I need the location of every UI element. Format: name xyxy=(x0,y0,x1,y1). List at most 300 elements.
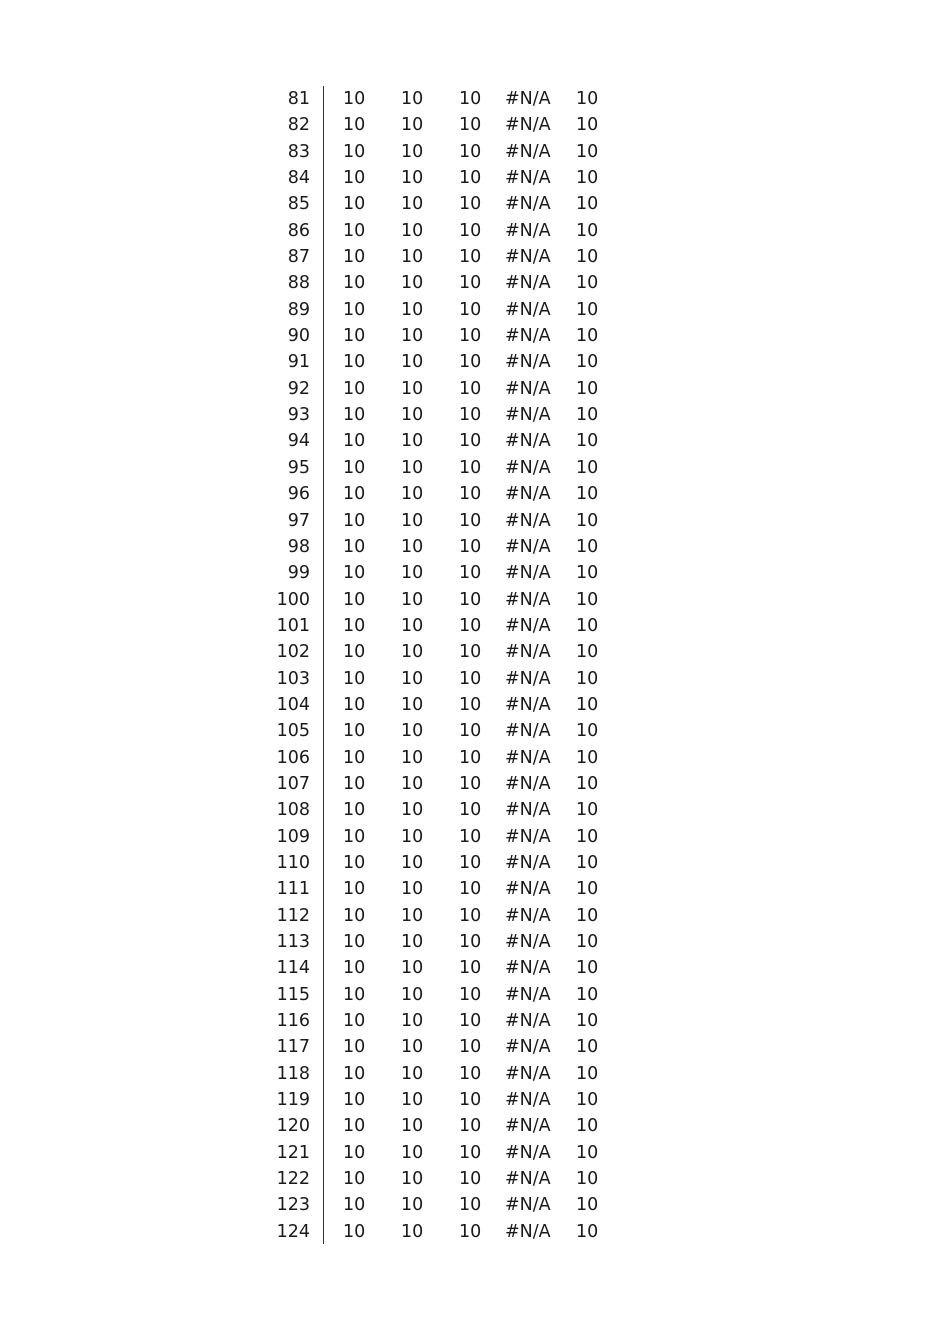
cell-value: 10 xyxy=(576,1142,599,1163)
table-row xyxy=(268,191,628,217)
table-row xyxy=(268,1061,628,1087)
cell-value: 10 xyxy=(343,1116,366,1137)
cell-value: #N/A xyxy=(505,536,551,557)
cell-value: 10 xyxy=(401,247,424,268)
row-index: 99 xyxy=(287,563,310,584)
table-row xyxy=(268,797,628,823)
cell-value: 10 xyxy=(401,326,424,347)
table-row xyxy=(268,955,628,981)
cell-value: 10 xyxy=(401,984,424,1005)
table-row xyxy=(268,718,628,744)
cell-value: 10 xyxy=(401,589,424,610)
cell-value: #N/A xyxy=(505,721,551,742)
cell-value: 10 xyxy=(459,984,482,1005)
table-row xyxy=(268,666,628,692)
cell-value: 10 xyxy=(459,536,482,557)
cell-value: 10 xyxy=(401,932,424,952)
cell-value: 10 xyxy=(576,378,599,399)
row-index: 96 xyxy=(287,484,310,505)
cell-value: 10 xyxy=(343,1169,366,1190)
cell-value: 10 xyxy=(401,721,424,742)
table-row xyxy=(268,534,628,560)
row-index: 112 xyxy=(276,905,310,926)
cell-value: 10 xyxy=(401,1142,424,1163)
cell-value: #N/A xyxy=(505,563,551,584)
cell-value: #N/A xyxy=(505,1221,551,1242)
table-row xyxy=(268,349,628,375)
cell-value: 10 xyxy=(576,405,599,426)
table-row xyxy=(268,1087,628,1113)
cell-value: 10 xyxy=(401,563,424,584)
cell-value: #N/A xyxy=(505,510,551,531)
cell-value: 10 xyxy=(401,1169,424,1190)
cell-value: 10 xyxy=(459,457,482,478)
cell-value: 10 xyxy=(576,852,599,873)
cell-value: 10 xyxy=(576,1090,599,1111)
cell-value: 10 xyxy=(576,773,599,794)
cell-value: 10 xyxy=(576,1037,599,1058)
table-row xyxy=(268,613,628,639)
cell-value: #N/A xyxy=(505,168,551,189)
cell-value: 10 xyxy=(401,668,424,689)
table-row xyxy=(268,1192,628,1218)
cell-value: #N/A xyxy=(505,826,551,847)
cell-value: 10 xyxy=(459,247,482,268)
cell-value: 10 xyxy=(401,484,424,505)
table-row xyxy=(268,929,628,955)
cell-value: 10 xyxy=(576,879,599,900)
row-index: 106 xyxy=(276,747,310,768)
row-index: 117 xyxy=(276,1037,310,1058)
table-row xyxy=(268,139,628,165)
table-row xyxy=(268,165,628,191)
table-row xyxy=(268,824,628,850)
cell-value: 10 xyxy=(576,247,599,268)
cell-value: 10 xyxy=(343,484,366,505)
cell-value: 10 xyxy=(459,932,482,952)
cell-value: 10 xyxy=(459,642,482,663)
cell-value: 10 xyxy=(576,694,599,715)
cell-value: 10 xyxy=(576,1116,599,1137)
row-index: 100 xyxy=(276,589,310,610)
row-index: 84 xyxy=(287,168,310,189)
cell-value: 10 xyxy=(459,589,482,610)
cell-value: 10 xyxy=(576,168,599,189)
cell-value: 10 xyxy=(576,958,599,979)
cell-value: 10 xyxy=(343,747,366,768)
cell-value: 10 xyxy=(343,89,366,109)
cell-value: 10 xyxy=(459,615,482,636)
cell-value: 10 xyxy=(459,747,482,768)
table-row xyxy=(268,850,628,876)
cell-value: 10 xyxy=(459,958,482,979)
cell-value: 10 xyxy=(576,457,599,478)
cell-value: #N/A xyxy=(505,984,551,1005)
row-index: 123 xyxy=(276,1195,310,1216)
cell-value: 10 xyxy=(343,563,366,584)
cell-value: #N/A xyxy=(505,431,551,452)
cell-value: #N/A xyxy=(505,694,551,715)
table-row xyxy=(268,86,628,112)
cell-value: #N/A xyxy=(505,879,551,900)
cell-value: 10 xyxy=(401,905,424,926)
cell-value: 10 xyxy=(401,194,424,215)
cell-value: 10 xyxy=(343,984,366,1005)
cell-value: 10 xyxy=(343,247,366,268)
row-index: 107 xyxy=(276,773,310,794)
cell-value: 10 xyxy=(401,1221,424,1242)
row-index: 83 xyxy=(287,141,310,162)
row-index: 85 xyxy=(287,194,310,215)
cell-value: 10 xyxy=(343,694,366,715)
table-row xyxy=(268,587,628,613)
cell-value: 10 xyxy=(343,589,366,610)
cell-value: 10 xyxy=(343,932,366,952)
row-index: 87 xyxy=(287,247,310,268)
cell-value: 10 xyxy=(401,773,424,794)
cell-value: 10 xyxy=(401,1063,424,1084)
cell-value: 10 xyxy=(576,89,599,109)
cell-value: #N/A xyxy=(505,326,551,347)
table-body xyxy=(268,86,628,1245)
row-index: 118 xyxy=(276,1063,310,1084)
cell-value: 10 xyxy=(576,484,599,505)
row-index: 101 xyxy=(276,615,310,636)
cell-value: #N/A xyxy=(505,247,551,268)
cell-value: 10 xyxy=(576,563,599,584)
cell-value: 10 xyxy=(576,220,599,241)
cell-value: 10 xyxy=(401,510,424,531)
cell-value: #N/A xyxy=(505,800,551,821)
cell-value: 10 xyxy=(459,773,482,794)
cell-value: #N/A xyxy=(505,1195,551,1216)
cell-value: 10 xyxy=(576,299,599,320)
cell-value: 10 xyxy=(343,905,366,926)
cell-value: #N/A xyxy=(505,958,551,979)
row-index: 98 xyxy=(287,536,310,557)
cell-value: 10 xyxy=(459,168,482,189)
cell-value: 10 xyxy=(459,1090,482,1111)
cell-value: 10 xyxy=(576,1169,599,1190)
table-row xyxy=(268,244,628,270)
row-index: 90 xyxy=(287,326,310,347)
cell-value: 10 xyxy=(459,89,482,109)
cell-value: 10 xyxy=(343,668,366,689)
row-index: 81 xyxy=(287,89,310,109)
cell-value: 10 xyxy=(343,431,366,452)
cell-value: #N/A xyxy=(505,905,551,926)
cell-value: 10 xyxy=(459,1037,482,1058)
cell-value: 10 xyxy=(576,1011,599,1032)
cell-value: #N/A xyxy=(505,378,551,399)
cell-value: 10 xyxy=(459,879,482,900)
cell-value: 10 xyxy=(401,168,424,189)
cell-value: 10 xyxy=(576,510,599,531)
cell-value: 10 xyxy=(459,563,482,584)
cell-value: #N/A xyxy=(505,589,551,610)
cell-value: #N/A xyxy=(505,668,551,689)
cell-value: 10 xyxy=(459,273,482,294)
cell-value: #N/A xyxy=(505,932,551,952)
cell-value: #N/A xyxy=(505,299,551,320)
cell-value: #N/A xyxy=(505,1090,551,1111)
cell-value: 10 xyxy=(343,1011,366,1032)
cell-value: 10 xyxy=(343,115,366,136)
cell-value: 10 xyxy=(401,852,424,873)
table-row xyxy=(268,1008,628,1034)
cell-value: 10 xyxy=(343,141,366,162)
row-index: 88 xyxy=(287,273,310,294)
cell-value: 10 xyxy=(576,1221,599,1242)
cell-value: 10 xyxy=(459,326,482,347)
cell-value: 10 xyxy=(343,1090,366,1111)
table-row xyxy=(268,218,628,244)
cell-value: #N/A xyxy=(505,1116,551,1137)
cell-value: 10 xyxy=(343,800,366,821)
cell-value: 10 xyxy=(401,457,424,478)
cell-value: 10 xyxy=(459,115,482,136)
cell-value: 10 xyxy=(401,1195,424,1216)
row-index: 95 xyxy=(287,457,310,478)
cell-value: 10 xyxy=(401,642,424,663)
row-index: 89 xyxy=(287,299,310,320)
cell-value: 10 xyxy=(459,1195,482,1216)
row-index: 122 xyxy=(276,1169,310,1190)
row-index: 104 xyxy=(276,694,310,715)
row-index: 108 xyxy=(276,800,310,821)
cell-value: #N/A xyxy=(505,852,551,873)
cell-value: 10 xyxy=(459,668,482,689)
row-index: 94 xyxy=(287,431,310,452)
row-index: 102 xyxy=(276,642,310,663)
cell-value: 10 xyxy=(576,668,599,689)
cell-value: 10 xyxy=(343,958,366,979)
cell-value: 10 xyxy=(401,1011,424,1032)
cell-value: 10 xyxy=(459,905,482,926)
cell-value: 10 xyxy=(401,958,424,979)
cell-value: 10 xyxy=(459,1221,482,1242)
cell-value: 10 xyxy=(401,352,424,373)
table-row xyxy=(268,982,628,1008)
row-index: 116 xyxy=(276,1011,310,1032)
cell-value: 10 xyxy=(343,1195,366,1216)
cell-value: 10 xyxy=(401,141,424,162)
cell-value: #N/A xyxy=(505,773,551,794)
table-row xyxy=(268,1113,628,1139)
table-row xyxy=(268,1219,628,1245)
cell-value: 10 xyxy=(576,984,599,1005)
cell-value: #N/A xyxy=(505,352,551,373)
cell-value: #N/A xyxy=(505,747,551,768)
cell-value: #N/A xyxy=(505,405,551,426)
cell-value: 10 xyxy=(343,378,366,399)
cell-value: 10 xyxy=(459,826,482,847)
cell-value: 10 xyxy=(401,378,424,399)
cell-value: #N/A xyxy=(505,1063,551,1084)
cell-value: 10 xyxy=(343,168,366,189)
row-index: 91 xyxy=(287,352,310,373)
cell-value: #N/A xyxy=(505,141,551,162)
cell-value: 10 xyxy=(343,1221,366,1242)
cell-value: 10 xyxy=(576,589,599,610)
cell-value: #N/A xyxy=(505,484,551,505)
cell-value: 10 xyxy=(401,405,424,426)
cell-value: 10 xyxy=(401,1037,424,1058)
cell-value: 10 xyxy=(401,115,424,136)
table-row xyxy=(268,508,628,534)
cell-value: 10 xyxy=(459,299,482,320)
cell-value: 10 xyxy=(459,1063,482,1084)
row-index: 110 xyxy=(276,852,310,873)
cell-value: 10 xyxy=(401,615,424,636)
table-row xyxy=(268,1140,628,1166)
data-table xyxy=(268,86,628,1245)
cell-value: 10 xyxy=(343,194,366,215)
row-index: 113 xyxy=(276,932,310,952)
cell-value: 10 xyxy=(459,1116,482,1137)
cell-value: 10 xyxy=(459,800,482,821)
cell-value: 10 xyxy=(343,1037,366,1058)
cell-value: 10 xyxy=(401,89,424,109)
cell-value: 10 xyxy=(576,352,599,373)
cell-value: 10 xyxy=(459,721,482,742)
cell-value: #N/A xyxy=(505,1011,551,1032)
cell-value: 10 xyxy=(459,405,482,426)
cell-value: #N/A xyxy=(505,1037,551,1058)
cell-value: 10 xyxy=(459,352,482,373)
cell-value: 10 xyxy=(401,826,424,847)
cell-value: 10 xyxy=(459,1169,482,1190)
table-row xyxy=(268,1034,628,1060)
cell-value: 10 xyxy=(343,1063,366,1084)
table-row xyxy=(268,112,628,138)
cell-value: 10 xyxy=(401,220,424,241)
row-index: 115 xyxy=(276,984,310,1005)
cell-value: 10 xyxy=(401,431,424,452)
cell-value: 10 xyxy=(343,773,366,794)
cell-value: #N/A xyxy=(505,220,551,241)
row-index: 119 xyxy=(276,1090,310,1111)
cell-value: 10 xyxy=(576,800,599,821)
table-row xyxy=(268,376,628,402)
cell-value: 10 xyxy=(401,1090,424,1111)
cell-value: 10 xyxy=(459,378,482,399)
cell-value: 10 xyxy=(576,747,599,768)
table-row xyxy=(268,771,628,797)
row-index: 97 xyxy=(287,510,310,531)
cell-value: 10 xyxy=(576,1063,599,1084)
cell-value: 10 xyxy=(401,273,424,294)
cell-value: #N/A xyxy=(505,642,551,663)
table-row xyxy=(268,481,628,507)
table-row xyxy=(268,639,628,665)
cell-value: 10 xyxy=(576,431,599,452)
cell-value: 10 xyxy=(576,141,599,162)
cell-value: 10 xyxy=(576,932,599,952)
cell-value: 10 xyxy=(343,352,366,373)
cell-value: 10 xyxy=(459,694,482,715)
cell-value: #N/A xyxy=(505,1169,551,1190)
cell-value: 10 xyxy=(459,141,482,162)
cell-value: #N/A xyxy=(505,273,551,294)
table-row xyxy=(268,270,628,296)
cell-value: 10 xyxy=(576,536,599,557)
cell-value: 10 xyxy=(343,536,366,557)
cell-value: 10 xyxy=(401,800,424,821)
row-index: 103 xyxy=(276,668,310,689)
cell-value: 10 xyxy=(401,1116,424,1137)
cell-value: 10 xyxy=(343,826,366,847)
cell-value: 10 xyxy=(343,615,366,636)
cell-value: 10 xyxy=(343,510,366,531)
cell-value: #N/A xyxy=(505,89,551,109)
cell-value: 10 xyxy=(576,273,599,294)
table-row xyxy=(268,745,628,771)
cell-value: 10 xyxy=(576,826,599,847)
cell-value: 10 xyxy=(343,879,366,900)
cell-value: #N/A xyxy=(505,115,551,136)
table-row xyxy=(268,323,628,349)
cell-value: 10 xyxy=(459,852,482,873)
cell-value: 10 xyxy=(343,326,366,347)
table-row xyxy=(268,560,628,586)
table-row xyxy=(268,402,628,428)
row-index: 120 xyxy=(276,1116,310,1137)
table-row xyxy=(268,1166,628,1192)
row-index: 105 xyxy=(276,721,310,742)
cell-value: 10 xyxy=(401,879,424,900)
cell-value: 10 xyxy=(459,220,482,241)
cell-value: 10 xyxy=(459,1011,482,1032)
cell-value: 10 xyxy=(576,721,599,742)
cell-value: 10 xyxy=(401,536,424,557)
cell-value: #N/A xyxy=(505,615,551,636)
cell-value: 10 xyxy=(576,115,599,136)
cell-value: 10 xyxy=(343,405,366,426)
cell-value: 10 xyxy=(459,484,482,505)
row-index: 114 xyxy=(276,958,310,979)
row-index: 109 xyxy=(276,826,310,847)
cell-value: 10 xyxy=(576,326,599,347)
row-index: 121 xyxy=(276,1142,310,1163)
row-index: 111 xyxy=(276,879,310,900)
cell-value: 10 xyxy=(343,273,366,294)
cell-value: 10 xyxy=(459,510,482,531)
cell-value: 10 xyxy=(576,194,599,215)
table-row xyxy=(268,297,628,323)
cell-value: 10 xyxy=(343,220,366,241)
row-index: 124 xyxy=(276,1221,310,1242)
cell-value: 10 xyxy=(401,299,424,320)
cell-value: 10 xyxy=(401,694,424,715)
table-row xyxy=(268,876,628,902)
cell-value: 10 xyxy=(576,615,599,636)
cell-value: 10 xyxy=(459,431,482,452)
table-row xyxy=(268,903,628,929)
cell-value: 10 xyxy=(343,642,366,663)
cell-value: 10 xyxy=(576,642,599,663)
row-index: 86 xyxy=(287,220,310,241)
table-row xyxy=(268,455,628,481)
row-index: 92 xyxy=(287,378,310,399)
table-row xyxy=(268,428,628,454)
cell-value: #N/A xyxy=(505,457,551,478)
cell-value: #N/A xyxy=(505,1142,551,1163)
cell-value: 10 xyxy=(343,1142,366,1163)
cell-value: 10 xyxy=(343,457,366,478)
cell-value: 10 xyxy=(343,852,366,873)
cell-value: 10 xyxy=(343,299,366,320)
